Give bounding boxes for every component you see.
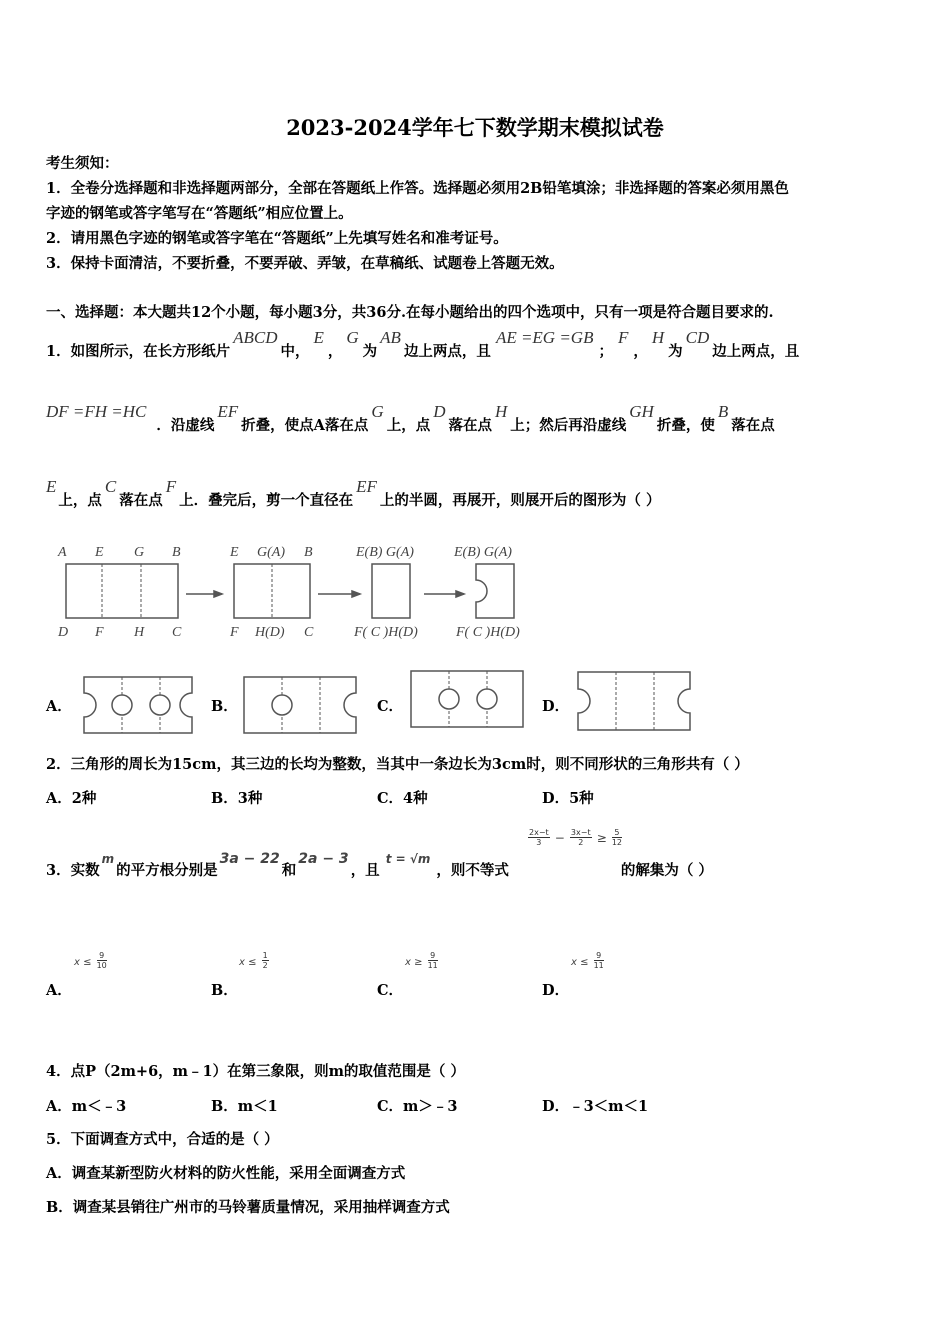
page-title: 2023-2024学年七下数学期末模拟试卷 (286, 115, 664, 140)
label-C: C (172, 625, 182, 640)
q3-option-d-value[interactable]: x ≤ $\frac{9}{11}$ (571, 951, 604, 970)
q5-stem: 5．下面调查方式中，合适的是（ ） (46, 1131, 279, 1148)
q3-option-c-label[interactable]: C． (377, 982, 404, 999)
q3-option-c-value[interactable]: x ≥ $\frac{9}{11}$ (405, 951, 438, 970)
label-EB-GA: E(B) G(A) (356, 545, 414, 560)
label-F: F (95, 625, 104, 640)
folding-diagram (52, 538, 552, 646)
q2-option-a[interactable]: A．2种 (46, 790, 97, 807)
label-F: F (230, 625, 239, 640)
q5-option-b[interactable]: B．调查某县销往广州市的马铃薯质量情况，采用抽样调查方式 (46, 1199, 450, 1216)
q3-option-a-label[interactable]: A． (46, 982, 72, 999)
label-C: C (304, 625, 314, 640)
label-E: E (230, 545, 239, 560)
notice-item: 1．全卷分选择题和非选择题两部分，全部在答题纸上作答。选择题必须用2B铅笔填涂；非选择题的答案必须用黑色 (46, 180, 789, 197)
q1-option-a-figure[interactable] (76, 675, 200, 735)
notice-item: 字迹的钢笔或答字笔写在“答题纸”相应位置上。 (46, 205, 353, 222)
q4-option-d[interactable]: D．﹣3＜m＜1 (542, 1098, 649, 1115)
label-EB-GA: E(B) G(A) (454, 545, 512, 560)
q3-option-b-value[interactable]: x ≤ $\frac{1}{2}$ (239, 951, 268, 970)
q3-option-a-value[interactable]: x ≤ $\frac{9}{10}$ (74, 951, 107, 970)
q2-option-c[interactable]: C．4种 (377, 790, 428, 807)
label-E: E (95, 545, 104, 560)
q3-option-b-label[interactable]: B． (211, 982, 238, 999)
q2-stem: 2．三角形的周长为15cm，其三边的长均为整数，当其中一条边长为3cm时，则不同形状的三角形共有（ ） (46, 756, 749, 773)
q3-stem: 3．实数$^m$的平方根分别是3a − 22和2a − 3，且$^{t = √m}$，则不等式 的解集为（ ） (46, 851, 713, 879)
q5-option-a[interactable]: A．调查某新型防火材料的防火性能，采用全面调查方式 (46, 1165, 406, 1182)
label-A: A (58, 545, 67, 560)
q4-option-b[interactable]: B．m＜1 (211, 1098, 278, 1115)
q2-option-b[interactable]: B．3种 (211, 790, 263, 807)
q1-option-c-label[interactable]: C． (377, 698, 404, 715)
label-FC-HD: F( C )H(D) (456, 625, 520, 640)
q4-option-a[interactable]: A．m＜﹣3 (46, 1098, 127, 1115)
label-G: G (134, 545, 145, 560)
q1-option-d-label[interactable]: D． (542, 698, 570, 715)
q1-line-2: DF =FH =HC．沿虚线EF折叠，使点A落在点G上，点D落在点H上；然后再沿虚线GH折叠，使B落在点 (46, 402, 775, 434)
q1-line-3: E上，点C落在点F上．叠完后，剪一个直径在EF上的半圆，再展开，则展开后的图形为（ ） (46, 477, 661, 509)
label-HD: H(D) (255, 625, 285, 640)
q2-option-d[interactable]: D．5种 (542, 790, 594, 807)
q4-stem: 4．点P（2m+6，m﹣1）在第三象限，则m的取值范围是（ ） (46, 1063, 465, 1080)
label-GA: G(A) (257, 545, 285, 560)
q1-option-b-figure[interactable] (240, 675, 362, 735)
label-H: H (134, 625, 145, 640)
label-B: B (304, 545, 313, 560)
notice-heading: 考生须知： (46, 155, 119, 172)
label-D: D (58, 625, 69, 640)
q3-inequality: $\frac{2x-t}{3}$ − $\frac{3x-t}{2}$ ≥ $\frac{5}{12}$ (529, 828, 623, 847)
q3-option-d-label[interactable]: D． (542, 982, 570, 999)
label-B: B (172, 545, 181, 560)
q1-option-a-label[interactable]: A． (46, 698, 72, 715)
label-FC-HD: F( C )H(D) (354, 625, 418, 640)
q1-option-c-figure[interactable] (407, 669, 527, 729)
section-heading: 一、选择题：本大题共12个小题，每小题3分，共36分.在每小题给出的四个选项中，只有一项是符合题目要求的. (46, 304, 774, 321)
notice-item: 3．保持卡面清洁，不要折叠，不要弄破、弄皱，在草稿纸、试题卷上答题无效。 (46, 255, 564, 272)
q4-option-c[interactable]: C．m＞﹣3 (377, 1098, 458, 1115)
q1-option-b-label[interactable]: B． (211, 698, 238, 715)
q1-line-1: 1．如图所示，在长方形纸片ABCD中，E，G为AB边上两点，且AE =EG =GB；F，H为CD边上两点，且 (46, 328, 800, 360)
q1-option-d-figure[interactable] (572, 670, 694, 732)
notice-item: 2．请用黑色字迹的钢笔或答字笔在“答题纸”上先填写姓名和准考证号。 (46, 230, 508, 247)
